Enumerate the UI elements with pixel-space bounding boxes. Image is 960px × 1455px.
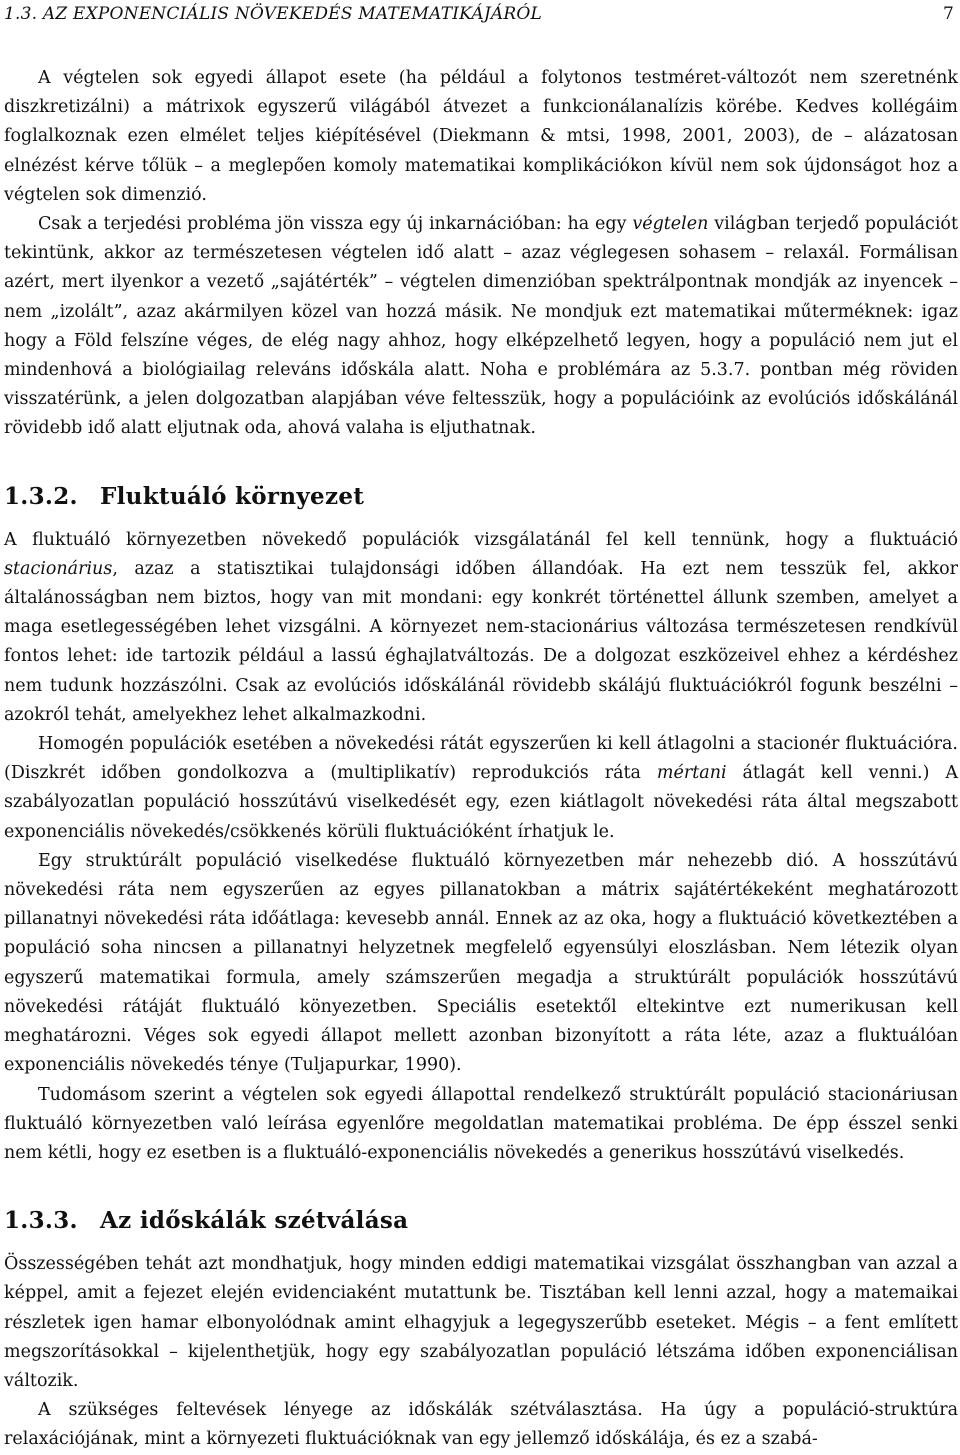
section-1-3-2-paragraph-2: Homogén populációk esetében a növekedési rátát egyszerűen ki kell átlagolni a stacionér fluktuációra. (Diszkrét időben gondolkozva a (multiplikatív) reprodukciós ráta mértani átlagát kell venni.) A szabályozatlan populáció hosszútávú viselkedését egy, ezen kiátlagolt növekedési ráta által megszabott exponenciális növekedés/csökkenés körüli fluktuációként írhatjuk le. [4,734,958,842]
section-title: Az időskálák szétválása [100,1207,409,1235]
section-1-3-3-paragraph-2: A szükséges feltevések lényege az időskálák szétválasztása. Ha úgy a populáció-struktúra relaxációjának, mint a környezeti fluktuációknak van egy jellemző időskálája, és ez a szabá- [4,1400,958,1450]
section-heading-1-3-2 [4,482,958,512]
emphasis-stacionarius: stacionárius [4,558,113,579]
running-title: 1.3. AZ EXPONENCIÁLIS NÖVEKEDÉS MATEMATIKÁJÁRÓL [4,4,542,24]
section-1-3-2-paragraph-1: A fluktuáló környezetben növekedő populációk vizsgálatánál fel kell tennünk, hogy a fluktuáció stacionárius, azaz a statisztikai tulajdonsági időben állandóak. Ha ezt nem tesszük fel, akkor általánosságban nem biztos, hogy van mit mondani: egy konkrét történettel állunk szemben, amelyet a maga esetlegességében lehet vizsgálni. A környezet nem-stacionárius változása természetesen rendkívül fontos lehet: ide tartozik például a lassú éghajlatváltozás. De a dolgozat eszközeivel ehhez a kérdéshez nem tudunk hozzászólni. Csak az evolúciós időskálánál rövidebb skálájú fluktuációkról fogunk beszélni – azokról tehát, amelyekhez lehet alkalmazkodni. [4,529,958,725]
intro-paragraph-1: A végtelen sok egyedi állapot esete (ha például a folytonos testméret-változót nem szeretnénk diszkretizálni) a mátrixok egyszerű világából átvezet a funkcionálanalízis körébe. Kedves kollégáim foglalkoznak ezen elmélet teljes kiépítésével (Diekmann & mtsi, 1998, 2001, 2003), de – alázatosan elnézést kérve tőlük – a meglepően komoly matematikai komplikációkon kívül nem sok újdonságot hoz a végtelen sok dimenzió. [4,68,958,205]
section-heading-1-3-3 [4,1206,958,1236]
section-title: Fluktuáló környezet [100,482,365,510]
intro-paragraph-2: Csak a terjedési probléma jön vissza egy új inkarnációban: ha egy végtelen világban terjedő populációt tekintünk, akkor az természetesen végtelen idő alatt – azaz véglegesen sohasem – relaxál. Formálisan azért, mert ilyenkor a vezető „sajátérték” – végtelen dimenzióban spektrálpontnak mondják az inyencek – nem „izolált”, azaz akármilyen közel van hozzá másik. Ne mondjuk ezt matematikai műterméknek: igaz hogy a Föld felszíne véges, de elég nagy ahhoz, hogy elképzelhető legyen, hogy a populáció nem jut el mindenhová a biológiailag releváns időskála alatt. Noha e problémára az 5.3.7. pontban még röviden visszatérünk, a jelen dolgozatban alapjában véve feltesszük, hogy a populációink az evolúciós időskálánál rövidebb idő alatt eljutnak oda, ahová valaha is eljuthatnak. [4,214,959,439]
section-1-3-3-paragraph-1: Összességében tehát azt mondhatjuk, hogy minden eddigi matematikai vizsgálat összhangban van azzal a képpel, amit a fejezet elején evidenciaként mutattunk be. Tisztában kell lenni azzal, hogy a matemaikai részletek igen hamar elbonyolódnak amint elhagyjuk a legegyszerűbb eseteket. Mégis – a fent említett megszorításokkal – kijelenthetjük, hogy egy szabályozatlan populáció létszáma időben exponenciálisan változik. [4,1254,958,1391]
section-1-3-2-paragraph-3: Egy struktúrált populáció viselkedése fluktuáló környezetben már nehezebb dió. A hosszútávú növekedési ráta nem egyszerűen az egyes pillanatokban a mátrix sajátértékeként meghatározott pillanatnyi növekedési ráta időátlaga: kevesebb annál. Ennek az az oka, hogy a fluktuáció következtében a populáció soha nincsen a pillanatnyi helyzetnek megfelelő egyensúlyi eloszlásban. Nem létezik olyan egyszerű matematikai formula, amely számszerűen megadja a struktúrált populációk hosszútávú növekedési rátáját fluktuáló könyezetben. Speciális esetektől eltekintve ezt numerikusan kell meghatározni. Véges sok egyedi állapot mellett azonban bizonyított a ráta léte, azaz a fluktuálóan exponenciális növekedés ténye (Tuljapurkar, 1990). [4,850,958,1076]
document-page [4,0,958,1455]
body-text [4,64,958,1455]
section-1-3-2-paragraph-4: Tudomásom szerint a végtelen sok egyedi állapottal rendelkező struktúrált populáció stacionáriusan fluktuáló környezetben való leírása egyenlőre megoldatlan matematikai probléma. De épp ésszel senki nem kétli, hogy ez esetben is a fluktuáló-exponenciális növekedés a generikus hosszútávú viselkedés. [4,1084,958,1163]
section-number: 1.3.3. [4,1207,78,1235]
running-header [4,0,958,28]
emphasis-mertani: mértani [656,763,727,784]
section-number: 1.3.2. [4,482,78,510]
page-number: 7 [942,4,954,24]
emphasis-vegtelen: végtelen [632,214,709,235]
